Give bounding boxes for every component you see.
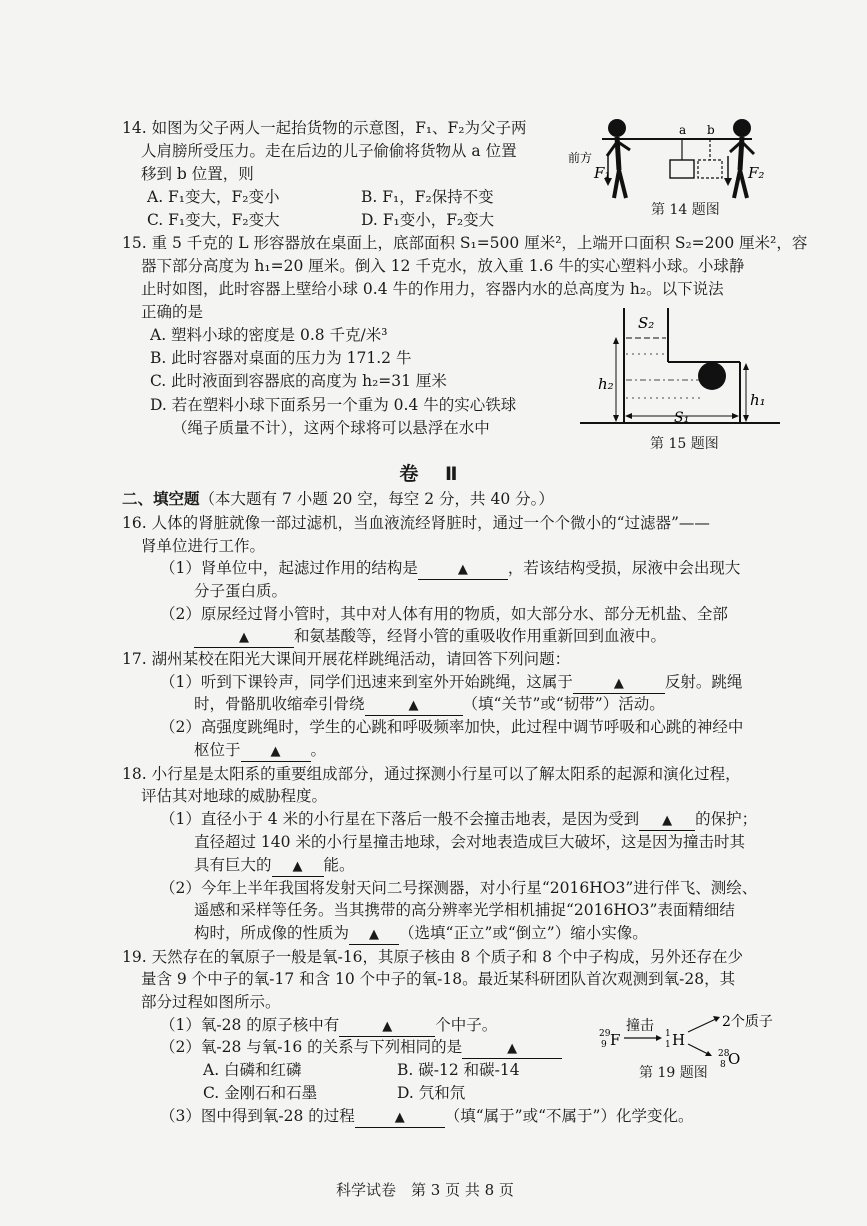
blank-triangle-icon: ▲ [613,676,624,691]
q16-line2: 肾单位进行工作。 [141,537,266,555]
q14-option-b: B. F₁，F₂保持不变 [361,188,494,206]
q15-line4: 正确的是 [141,303,204,321]
blank-triangle-icon: ▲ [369,927,380,942]
q18-sub1-line3 [194,853,355,877]
q15-figure [580,306,780,434]
q17-line1: 17. 湖州某校在阳光大课间开展花样跳绳活动，请回答下列问题： [122,650,571,668]
h-symbol: H [672,1031,686,1049]
f-mass: 29 [599,1029,611,1039]
q18-sub1-text-d: 具有巨大的 [194,856,272,874]
q16-sub1-text-a: （1）肾单位中，起滤过作用的结构是 [160,559,418,577]
q15-option-d-line2: （绳子质量不计），这两个球将可以悬浮在水中 [172,419,490,437]
q15-option-b: B. 此时容器对桌面的压力为 171.2 牛 [150,349,412,367]
answer-blank[interactable] [349,924,399,945]
q19-sub1-text-b: 个中子。 [435,1016,498,1034]
q15-option-c: C. 此时液面到容器底的高度为 h₂=31 厘米 [150,372,447,390]
answer-blank[interactable] [339,1016,435,1037]
q18-sub1-text-e: 能。 [323,856,355,874]
answer-blank[interactable] [418,559,508,580]
q17-sub2-line1: （2）高强度跳绳时，学生的心跳和呼吸频率加快，此过程中调节呼吸和心跳的神经中 [160,718,744,736]
q15-line1: 15. 重 5 千克的 L 形容器放在桌面上，底部面积 S₁=500 厘米²，上端开口面积 S₂=200 厘米²，容 [122,234,808,252]
q14-option-d: D. F₁变小，F₂变大 [361,211,495,229]
q18-sub2-line1: （2）今年上半年我国将发射天问二号探测器，对小行星“2016HO3”进行伴飞、测绘、 [160,879,758,897]
answer-blank[interactable] [241,741,311,762]
q19-line3: 部分过程如图所示。 [141,993,281,1011]
h-number: 1 [665,1040,671,1050]
blank-triangle-icon: ▲ [239,630,249,645]
label-a: a [679,123,687,137]
q19-option-d: D. 氕和氘 [397,1084,466,1102]
o-symbol: O [728,1050,741,1068]
q15-option-a: A. 塑料小球的密度是 0.8 千克/米³ [150,326,388,344]
q18-sub1-text-a: （1）直径小于 4 米的小行星在下落后一般不会撞击地表，是因为受到 [160,810,640,828]
answer-blank[interactable] [462,1038,562,1059]
blank-triangle-icon: ▲ [457,562,468,577]
q19-line2: 量含 9 个中子的氧-17 和含 10 个中子的氧-18。最近某科研团队首次观测到氧-28，其 [141,970,736,988]
q17-sub1-text-a: （1）听到下课铃声，同学们迅速来到室外开始跳绳，这属于 [160,673,573,691]
label-h2: h₂ [598,375,614,393]
f-symbol: F [610,1031,621,1049]
q16-sub1-line2: 分子蛋白质。 [194,582,288,600]
arrow-label: 撞击 [626,1018,654,1034]
blank-triangle-icon: ▲ [292,859,303,874]
q15-caption: 第 15 题图 [650,436,719,452]
blank-triangle-icon: ▲ [394,1110,405,1125]
q16-sub1-text-b: ，若该结构受损，尿液中会出现大 [507,559,741,577]
blank-triangle-icon: ▲ [408,698,419,713]
plastic-ball [698,362,726,390]
q18-sub2-text-d: （选填“正立”或“倒立”）缩小实像。 [399,924,648,942]
father-head [608,119,626,137]
q15-line2: 器下部分高度为 h₁=20 厘米。倒入 12 千克水，放入重 1.6 牛的实心塑料小球。小球静 [141,257,745,275]
section-heading-bold: 二、填空题 [122,490,200,508]
label-f2: F₂ [748,164,765,182]
label-front: 前方 [568,151,593,165]
q14-line2: 人肩膀所受压力。走在后边的儿子偷偷将货物从 a 位置 [141,142,517,160]
q18-line1: 18. 小行星是太阳系的重要组成部分，通过探测小行星可以了解太阳系的起源和演化过程， [122,765,741,783]
section-title: 卷 Ⅱ [399,463,468,485]
section-heading [122,487,554,511]
son-head [733,119,751,137]
label-h1: h₁ [750,391,766,409]
answer-blank[interactable] [573,673,665,694]
q18-sub1-line2: 直径超过 140 米的小行星撞击地球，会对地表造成巨大破坏，这是因为撞击时其 [194,833,745,851]
q17-sub2-line2 [194,738,326,762]
q14-option-a: A. F₁变大，F₂变小 [147,188,280,206]
q19-sub3-text-a: （3）图中得到氧-28 的过程 [160,1107,355,1125]
q16-sub2-line1: （2）原尿经过肾小管时，其中对人体有用的物质，如大部分水、部分无机盐、全部 [160,605,728,623]
page-footer: 科学试卷 第 3 页 共 8 页 [336,1181,514,1199]
q15-option-d-line1: D. 若在塑料小球下面系另一个重为 0.4 牛的实心铁球 [150,396,517,414]
q16-sub2-text-b: 和氨基酸等，经肾小管的重吸收作用重新回到血液中。 [294,627,667,645]
q17-sub1-text-c: 时，骨骼肌收缩牵引骨绕 [194,695,365,713]
blank-triangle-icon: ▲ [382,1019,393,1034]
q19-figure [592,1012,792,1068]
q19-option-a: A. 白磷和红磷 [203,1061,302,1079]
label-f1: F₁ [594,164,611,182]
q18-sub1-line1 [160,807,757,831]
q19-option-c: C. 金刚石和石墨 [203,1084,318,1102]
f-number: 9 [601,1040,607,1050]
q18-sub2-text-c: 构时，所成像的性质为 [194,924,350,942]
q19-sub3-text-b: （填“属于”或“不属于”）化学变化。 [444,1107,694,1125]
q19-sub2 [160,1035,562,1059]
q18-sub2-line2: 遥感和采样等任务。当其携带的高分辨率光学相机捕捉“2016HO3”表面精细结 [194,901,735,919]
q18-sub2-line3 [194,921,648,945]
answer-blank[interactable] [639,810,695,831]
q16-sub1-line1 [160,556,740,580]
two-protons-label: 2个质子 [722,1014,773,1030]
label-b: b [707,123,715,137]
q18-line2: 评估其对地球的威胁程度。 [141,787,328,805]
o-number: 8 [720,1060,726,1068]
answer-blank[interactable] [194,627,294,648]
q17-sub1-text-b: 反射。跳绳 [664,673,743,691]
q19-sub1-text-a: （1）氧-28 的原子核中有 [160,1016,340,1034]
label-s1: S₁ [674,410,690,426]
q19-line1: 19. 天然存在的氧原子一般是氧-16，其原子核由 8 个质子和 8 个中子构成，另外还存在少 [122,948,743,966]
label-s2: S₂ [638,314,655,332]
q19-sub1 [160,1013,497,1037]
q16-line1: 16. 人体的肾脏就像一部过滤机，当血液流经肾脏时，通过一个个微小的“过滤器”—— [122,514,710,532]
blank-triangle-icon: ▲ [662,813,673,828]
q14-line3: 移到 b 位置，则 [141,165,254,183]
q17-sub1-line1 [160,670,742,694]
o-mass: 28 [718,1049,730,1059]
q14-line1: 14. 如图为父子两人一起抬货物的示意图，F₁、F₂为父子两 [122,119,527,137]
q15-line3: 止时如图，此时容器上壁给小球 0.4 牛的作用力，容器内水的总高度为 h₂。以下说法 [141,280,724,298]
q18-sub1-text-b: 的保护； [695,810,758,828]
section-heading-rest: （本大题有 7 小题 20 空，每空 2 分，共 40 分。） [199,490,554,508]
h-mass: 1 [665,1029,671,1039]
q17-sub1-text-d: （填“关节”或“韧带”）活动。 [462,695,665,713]
blank-triangle-icon: ▲ [270,744,281,759]
answer-blank[interactable] [365,695,463,716]
q19-option-b: B. 碳-12 和碳-14 [397,1061,520,1079]
q19-sub2-text-a: （2）氧-28 与氧-16 的关系与下列相同的是 [160,1038,463,1056]
blank-triangle-icon: ▲ [507,1041,518,1056]
q17-sub1-line2 [194,692,665,716]
answer-blank[interactable] [355,1107,445,1128]
q17-sub2-text-c: 。 [310,741,327,759]
answer-blank[interactable] [272,856,324,877]
q16-sub2-line2 [194,624,666,648]
q17-sub2-text-b: 枢位于 [194,741,241,759]
q19-caption: 第 19 题图 [639,1065,708,1081]
q14-caption: 第 14 题图 [651,202,720,218]
q19-sub3 [160,1104,693,1128]
q14-option-c: C. F₁变大，F₂变大 [147,211,280,229]
